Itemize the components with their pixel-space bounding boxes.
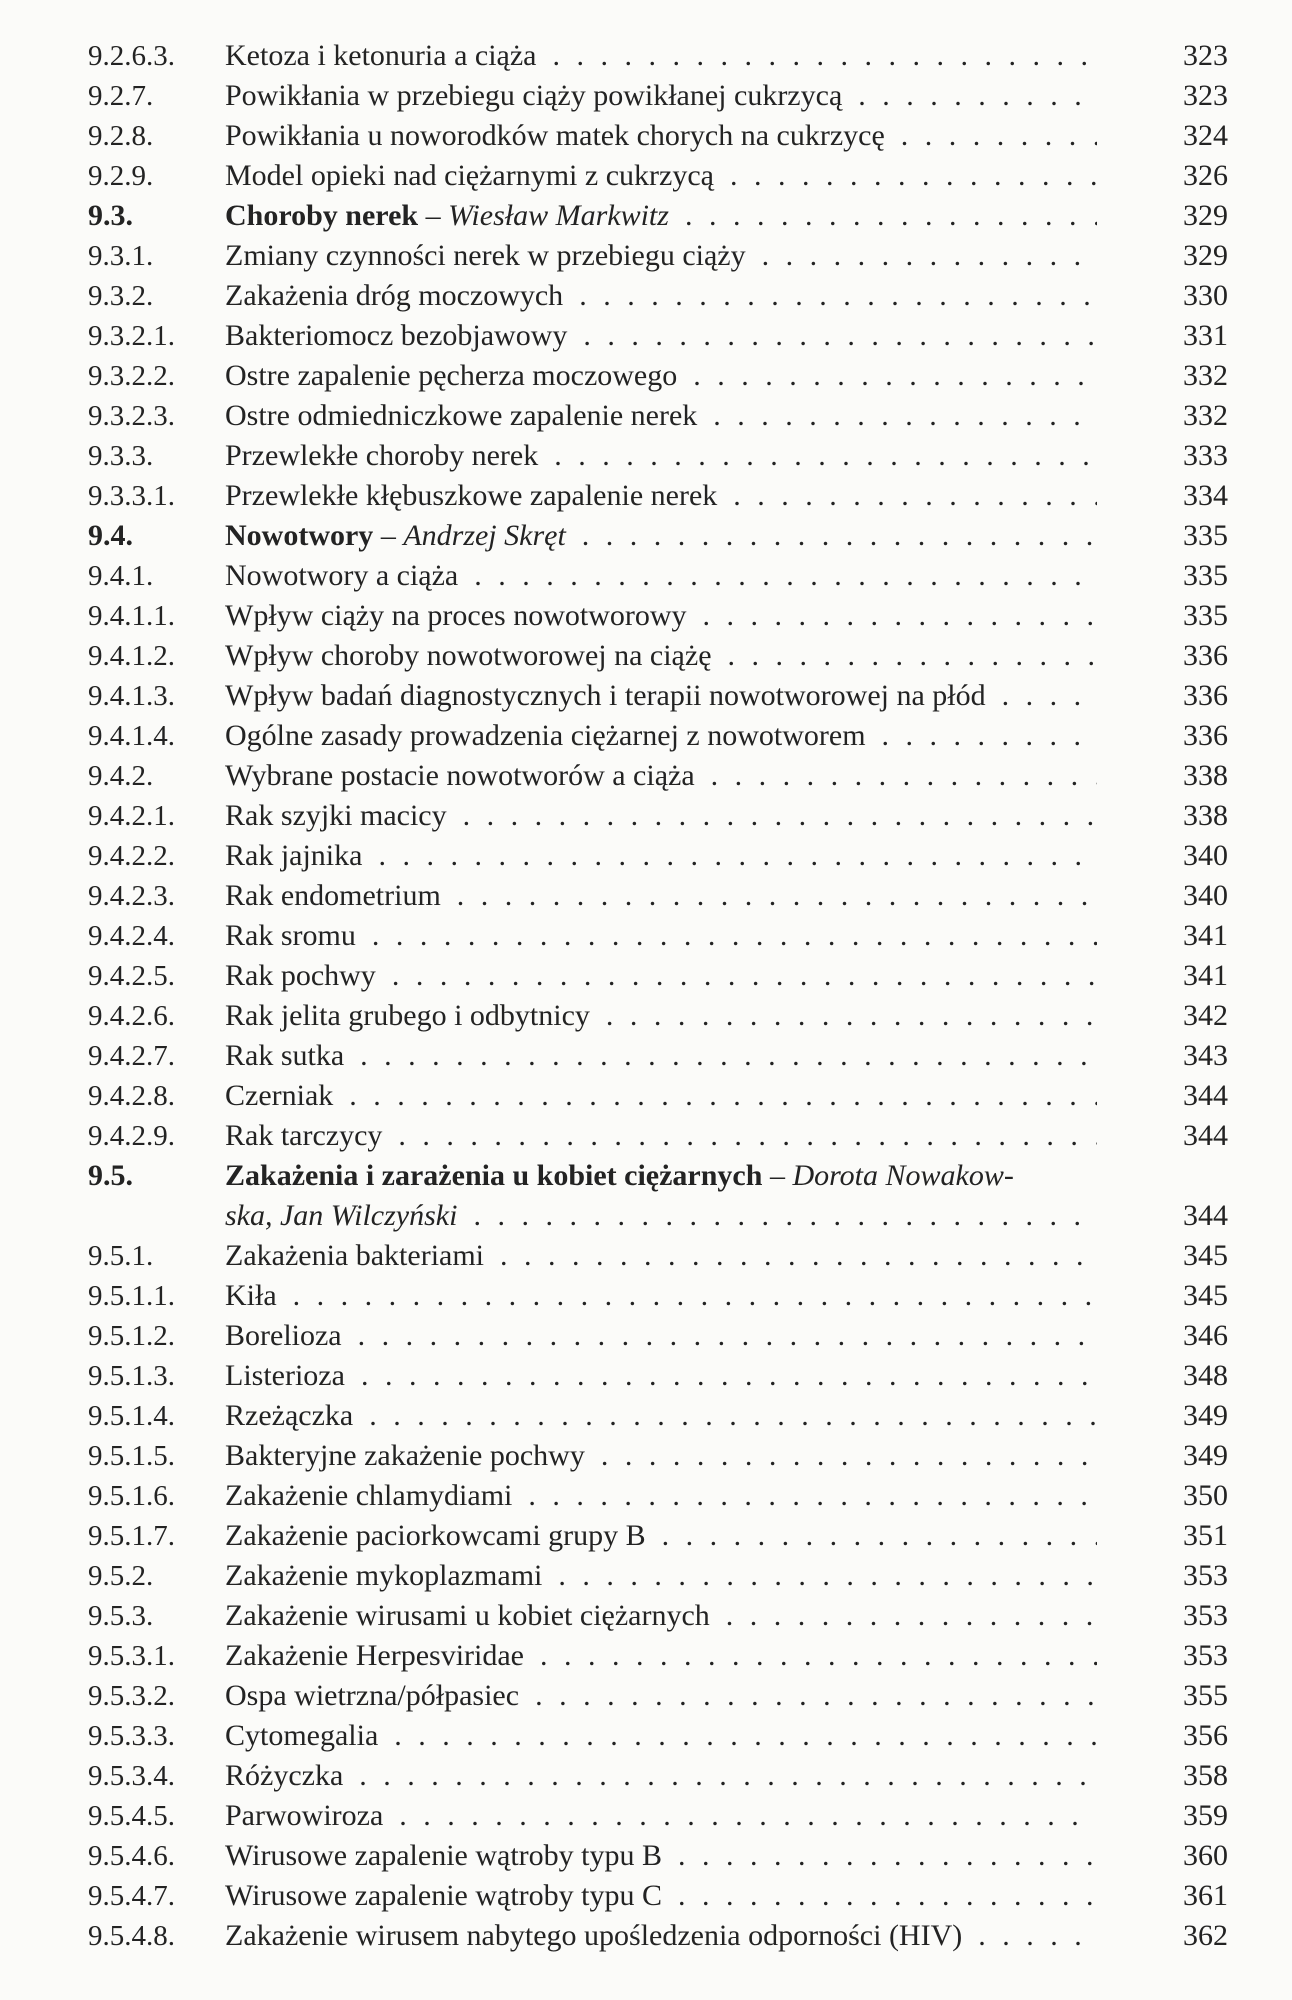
page-number: 359 — [1130, 1796, 1228, 1836]
entry-number: 9.4.2.3. — [88, 880, 175, 912]
entry-title: Wybrane postacie nowotworów a ciąża . . — [225, 756, 1097, 796]
entry-title: Zakażenie wirusami u kobiet ciężarnych . . — [225, 1596, 1097, 1636]
toc-entry — [88, 36, 1228, 76]
entry-number: 9.5.1.4. — [88, 1400, 175, 1432]
entry-number: 9.5.4.8. — [88, 1920, 175, 1952]
page-number: 329 — [1130, 196, 1228, 236]
toc-entry — [88, 356, 1228, 396]
entry-number: 9.2.7. — [88, 80, 154, 112]
page-number: 340 — [1130, 836, 1228, 876]
entry-title: Listerioza . . — [225, 1356, 1097, 1396]
toc-entry — [88, 1636, 1228, 1676]
entry-number: 9.4.2.1. — [88, 800, 175, 832]
toc-entry — [88, 836, 1228, 876]
entry-number: 9.4.2.7. — [88, 1040, 175, 1072]
toc-entry — [88, 116, 1228, 156]
entry-number: 9.5.1.6. — [88, 1480, 175, 1512]
entry-title-line: Zakażenia i zarażenia u kobiet ciężarnych – Dorota Nowakow- — [225, 1159, 1014, 1192]
page-number: 346 — [1130, 1316, 1228, 1356]
section-author: Dorota Nowakow- — [792, 1159, 1014, 1192]
page-number: 345 — [1130, 1276, 1228, 1316]
entry-title: Rzeżączka . . — [225, 1396, 1097, 1436]
toc-entry — [88, 1556, 1228, 1596]
toc-entry — [88, 236, 1228, 276]
entry-title: Zakażenie wirusem nabytego upośledzenia odporności (HIV) . . — [225, 1916, 1097, 1956]
toc-entry — [88, 1596, 1228, 1636]
entry-number: 9.3.2.3. — [88, 400, 175, 432]
section-author: Wiesław Markwitz — [448, 199, 669, 232]
page-number: 344 — [1130, 1116, 1228, 1156]
entry-number: 9.5.3.3. — [88, 1720, 175, 1752]
entry-number: 9.4.1.1. — [88, 600, 175, 632]
section-author-continued: ska, Jan Wilczyński — [225, 1199, 458, 1232]
page-number: 335 — [1130, 596, 1228, 636]
page-number: 350 — [1130, 1476, 1228, 1516]
entry-title: Ospa wietrzna/półpasiec . . — [225, 1676, 1097, 1716]
entry-title: Zakażenia bakteriami . . — [225, 1236, 1097, 1276]
toc-entry — [88, 1756, 1228, 1796]
page-number: 353 — [1130, 1636, 1228, 1676]
toc-entry — [88, 636, 1228, 676]
page-number: 334 — [1130, 476, 1228, 516]
toc-entry — [88, 796, 1228, 836]
toc-entry — [88, 396, 1228, 436]
toc-entry — [88, 1076, 1228, 1116]
entry-number: 9.5.4.6. — [88, 1840, 175, 1872]
entry-title: Bakteriomocz bezobjawowy . . — [225, 316, 1097, 356]
entry-number: 9.4.2.9. — [88, 1120, 175, 1152]
entry-title: Powikłania w przebiegu ciąży powikłanej cukrzycą . . — [225, 76, 1097, 116]
page-number: 356 — [1130, 1716, 1228, 1756]
entry-number: 9.5.1.5. — [88, 1440, 175, 1472]
page-number: 344 — [1130, 1196, 1228, 1236]
page-number: 360 — [1130, 1836, 1228, 1876]
toc-entry — [88, 1796, 1228, 1836]
toc-section-entry — [88, 196, 1228, 236]
entry-number: 9.2.8. — [88, 120, 154, 152]
page-number: 332 — [1130, 356, 1228, 396]
entry-number: 9.4.2.5. — [88, 960, 175, 992]
entry-title: Rak szyjki macicy . . — [225, 796, 1097, 836]
entry-title: Rak tarczycy . . — [225, 1116, 1097, 1156]
page-number: 324 — [1130, 116, 1228, 156]
toc-entry — [88, 156, 1228, 196]
entry-number: 9.5.3.1. — [88, 1640, 175, 1672]
entry-title: Ketoza i ketonuria a ciąża . . — [225, 36, 1097, 76]
toc-entry — [88, 1236, 1228, 1276]
entry-title — [225, 1196, 1097, 1236]
entry-number: 9.4.1.3. — [88, 680, 175, 712]
page-number: 333 — [1130, 436, 1228, 476]
toc-entry — [88, 1036, 1228, 1076]
entry-number: 9.2.6.3. — [88, 40, 175, 72]
toc-entry — [88, 556, 1228, 596]
entry-number: 9.5.1.3. — [88, 1360, 175, 1392]
toc-entry — [88, 996, 1228, 1036]
page-number: 342 — [1130, 996, 1228, 1036]
page-number: 323 — [1130, 76, 1228, 116]
toc-entry — [88, 76, 1228, 116]
toc-entry — [88, 876, 1228, 916]
entry-number: 9.3.3. — [88, 440, 154, 472]
toc-entry — [88, 956, 1228, 996]
toc-entry — [88, 1676, 1228, 1716]
entry-number: 9.5.3.2. — [88, 1680, 175, 1712]
entry-title: Rak jajnika . . — [225, 836, 1097, 876]
toc-entry — [88, 676, 1228, 716]
entry-number: 9.4.1. — [88, 560, 154, 592]
toc-entry — [88, 1316, 1228, 1356]
entry-title: Cytomegalia . . — [225, 1716, 1097, 1756]
entry-title: Ostre zapalenie pęcherza moczowego . . — [225, 356, 1097, 396]
entry-title: Ogólne zasady prowadzenia ciężarnej z nowotworem . . — [225, 716, 1097, 756]
toc-entry — [88, 1916, 1228, 1956]
toc-entry — [88, 276, 1228, 316]
entry-title: Zakażenie Herpesviridae . . — [225, 1636, 1097, 1676]
toc-entry — [88, 436, 1228, 476]
toc-entry — [88, 1436, 1228, 1476]
page-number: 331 — [1130, 316, 1228, 356]
entry-number: 9.2.9. — [88, 160, 154, 192]
entry-number: 9.4.2. — [88, 760, 154, 792]
toc-entry — [88, 1836, 1228, 1876]
toc-entry — [88, 1876, 1228, 1916]
entry-number: 9.3.1. — [88, 240, 154, 272]
entry-title: Ostre odmiedniczkowe zapalenie nerek . . — [225, 396, 1097, 436]
entry-number: 9.5.1.1. — [88, 1280, 175, 1312]
entry-number: 9.5.3.4. — [88, 1760, 175, 1792]
section-author: Andrzej Skręt — [403, 519, 566, 552]
page-number: 335 — [1130, 516, 1228, 556]
entry-number: 9.4. — [88, 519, 133, 552]
entry-title: Wirusowe zapalenie wątroby typu C . . — [225, 1876, 1097, 1916]
page-number: 362 — [1130, 1916, 1228, 1956]
page-number: 330 — [1130, 276, 1228, 316]
section-title: Nowotwory — [225, 519, 374, 552]
page-number: 338 — [1130, 756, 1228, 796]
entry-number: 9.3.2. — [88, 280, 154, 312]
toc-entry — [88, 916, 1228, 956]
toc-entry — [88, 1476, 1228, 1516]
entry-number: 9.5.1.2. — [88, 1320, 175, 1352]
page-number: 349 — [1130, 1436, 1228, 1476]
toc-entry — [88, 1276, 1228, 1316]
entry-title: Rak sutka . . — [225, 1036, 1097, 1076]
page-number: 349 — [1130, 1396, 1228, 1436]
page-number: 345 — [1130, 1236, 1228, 1276]
section-title: Choroby nerek — [225, 199, 419, 232]
entry-title: Bakteryjne zakażenie pochwy . . — [225, 1436, 1097, 1476]
entry-title: Wpływ ciąży na proces nowotworowy . . — [225, 596, 1097, 636]
entry-title: Zakażenie chlamydiami . . — [225, 1476, 1097, 1516]
page-number: 358 — [1130, 1756, 1228, 1796]
entry-title: Różyczka . . — [225, 1756, 1097, 1796]
entry-title: Choroby nerek – Wiesław Markwitz . . — [225, 196, 1097, 236]
page-number: 338 — [1130, 796, 1228, 836]
entry-title: Rak sromu . . — [225, 916, 1097, 956]
entry-title: Nowotwory – Andrzej Skręt . . — [225, 516, 1097, 556]
entry-title: Wpływ badań diagnostycznych i terapii nowotworowej na płód . . — [225, 676, 1097, 716]
page-number: 343 — [1130, 1036, 1228, 1076]
entry-number: 9.4.2.4. — [88, 920, 175, 952]
entry-number: 9.4.1.2. — [88, 640, 175, 672]
entry-title: Czerniak . . — [225, 1076, 1097, 1116]
page-number: 336 — [1130, 636, 1228, 676]
entry-number: 9.5.1.7. — [88, 1520, 175, 1552]
toc-entry — [88, 476, 1228, 516]
toc-entry — [88, 1116, 1228, 1156]
page-number: 355 — [1130, 1676, 1228, 1716]
page-number: 341 — [1130, 956, 1228, 996]
entry-title: Zakażenie mykoplazmami . . — [225, 1556, 1097, 1596]
entry-number: 9.4.1.4. — [88, 720, 175, 752]
entry-number: 9.5.3. — [88, 1600, 154, 1632]
toc-entry — [88, 716, 1228, 756]
entry-title: Kiła . . — [225, 1276, 1097, 1316]
entry-number: 9.5.4.5. — [88, 1800, 175, 1832]
page-number: 329 — [1130, 236, 1228, 276]
page-number: 332 — [1130, 396, 1228, 436]
entry-number: 9.5.4.7. — [88, 1880, 175, 1912]
entry-number: 9.3.2.1. — [88, 320, 175, 352]
page-number: 344 — [1130, 1076, 1228, 1116]
entry-number: 9.5.2. — [88, 1560, 154, 1592]
toc-entry — [88, 1516, 1228, 1556]
entry-title: Wpływ choroby nowotworowej na ciążę . . — [225, 636, 1097, 676]
entry-number: 9.3.3.1. — [88, 480, 175, 512]
entry-title: Nowotwory a ciąża . . — [225, 556, 1097, 596]
entry-title: Rak pochwy . . — [225, 956, 1097, 996]
toc-entry — [88, 1716, 1228, 1756]
page-number: 323 — [1130, 36, 1228, 76]
entry-number: 9.4.2.8. — [88, 1080, 175, 1112]
toc-entry — [88, 1356, 1228, 1396]
entry-number: 9.3. — [88, 199, 133, 232]
page-number: 361 — [1130, 1876, 1228, 1916]
page-number: 353 — [1130, 1556, 1228, 1596]
entry-number: 9.4.2.2. — [88, 840, 175, 872]
toc-section-entry — [88, 516, 1228, 556]
toc-entry — [88, 1396, 1228, 1436]
section-title: Zakażenia i zarażenia u kobiet ciężarnych — [225, 1159, 763, 1192]
toc-entry — [88, 596, 1228, 636]
page-number: 335 — [1130, 556, 1228, 596]
page-number: 340 — [1130, 876, 1228, 916]
entry-number: 9.5.1. — [88, 1240, 154, 1272]
page-number: 351 — [1130, 1516, 1228, 1556]
table-of-contents — [88, 36, 1228, 1956]
entry-title: Rak jelita grubego i odbytnicy . . — [225, 996, 1097, 1036]
page-number: 336 — [1130, 716, 1228, 756]
entry-title: Powikłania u noworodków matek chorych na cukrzycę . . — [225, 116, 1097, 156]
entry-title: Przewlekłe choroby nerek . . — [225, 436, 1097, 476]
entry-number: 9.4.2.6. — [88, 1000, 175, 1032]
entry-title: Model opieki nad ciężarnymi z cukrzycą . . — [225, 156, 1097, 196]
page-number: 341 — [1130, 916, 1228, 956]
page-number: 326 — [1130, 156, 1228, 196]
entry-title: Zakażenia dróg moczowych . . — [225, 276, 1097, 316]
entry-title: Zmiany czynności nerek w przebiegu ciąży . . — [225, 236, 1097, 276]
toc-section-entry — [88, 1156, 1228, 1236]
entry-title: Zakażenie paciorkowcami grupy B . . — [225, 1516, 1097, 1556]
page-number: 348 — [1130, 1356, 1228, 1396]
entry-title: Borelioza . . — [225, 1316, 1097, 1356]
toc-entry — [88, 756, 1228, 796]
entry-number: 9.5. — [88, 1159, 133, 1192]
entry-title: Rak endometrium . . — [225, 876, 1097, 916]
toc-entry — [88, 316, 1228, 356]
entry-title: Przewlekłe kłębuszkowe zapalenie nerek . . — [225, 476, 1097, 516]
entry-title: Parwowiroza . . — [225, 1796, 1097, 1836]
entry-title: Wirusowe zapalenie wątroby typu B . . — [225, 1836, 1097, 1876]
page-number: 353 — [1130, 1596, 1228, 1636]
page-number: 336 — [1130, 676, 1228, 716]
entry-number: 9.3.2.2. — [88, 360, 175, 392]
